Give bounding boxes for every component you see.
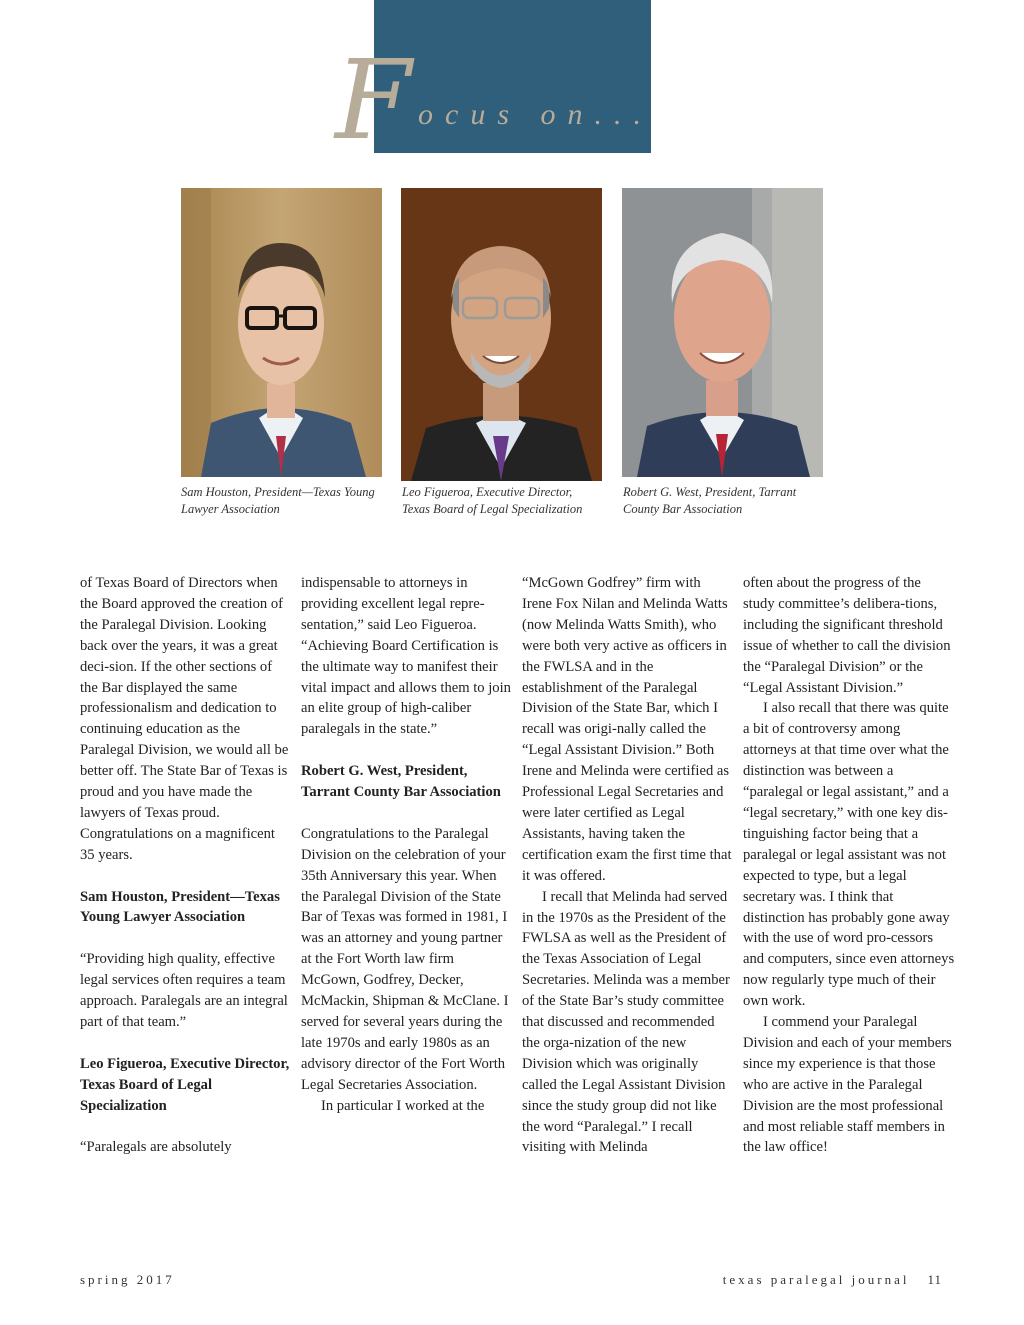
paragraph: In particular I worked at the	[321, 1097, 485, 1114]
paragraph: I recall that Melinda had served in the 1970s as the President of the FWLSA as well as the President of the Texas Association of Legal Secretaries. Melinda was a member of the State Bar’s study committee that discussed and recommended the orga-nization of the new Division which was originally called the Legal Assistant Division since the study group did not like the word “Paralegal.” I recall visiting with Melinda	[522, 888, 730, 1156]
photo-caption-leo-figueroa: Leo Figueroa, Executive Director, Texas Board of Legal Specialization	[402, 485, 583, 516]
banner-title-initial: F	[335, 36, 408, 164]
photo-caption-robert-west: Robert G. West, President, Tarrant County Bar Association	[623, 485, 797, 516]
paragraph: I also recall that there was quite a bit of controversy among attorneys at that time over what the distinction was between a “paralegal or legal assistant,” and a “legal secretary,” with one key dis-tinguishing factor being that a paralegal or legal assistant was not expected to type, but a legal secretary was. I think that distinction has probably gone away with the use of word pro-cessors and computers, since even attorneys now regularly type much of their own work.	[743, 700, 955, 1010]
article-column-2	[301, 573, 513, 1117]
footer-journal	[723, 1272, 942, 1288]
article-column-4	[743, 573, 955, 1158]
paragraph: indispensable to attorneys in providing excellent legal repre-sentation,” said Leo Figueroa. “Achieving Board Certification is the ultimate way to manifest their vital impact and allows them to join an elite group of high-caliber paralegals in the state.”	[301, 575, 511, 738]
paragraph: “Providing high quality, effective legal services often requires a team approach. Paralegals are an integral part of that team.”	[80, 951, 288, 1030]
banner-title: ocus on...	[418, 98, 653, 131]
article-column-1	[80, 573, 292, 1158]
page-number: 11	[927, 1272, 942, 1287]
photo-robert-west	[622, 188, 823, 477]
paragraph: “McGown Godfrey” firm with Irene Fox Nilan and Melinda Watts (now Melinda Watts Smith), who were both very active as officers in the FWLSA and in the establishment of the Paralegal Division of the State Bar, which I recall was origi-nally called the “Legal Assistant Division.” Both Irene and Melinda were certified as Professional Legal Secretaries and were later certified as Legal Assistants, having taken the certification exam the first time that it was offered.	[522, 575, 732, 884]
paragraph: Congratulations to the Paralegal Division on the celebration of your 35th Anniversary this year. When the Paralegal Division of the State Bar of Texas was formed in 1981, I was an attorney and young partner at the Fort Worth law firm McGown, Godfrey, Decker, McMackin, Shipman & McClane. I served for several years during the late 1970s and early 1980s as an advisory director of the Fort Worth Legal Secretaries Association.	[301, 825, 509, 1093]
section-heading-sam-houston: Sam Houston, President—Texas Young Lawyer Association	[80, 888, 280, 926]
footer-issue: spring 2017	[80, 1272, 175, 1287]
paragraph: often about the progress of the study committee’s delibera-tions, including the significant threshold issue of whether to call the division the “Paralegal Division” or the “Legal Assistant Division.”	[743, 575, 951, 696]
paragraph: of Texas Board of Directors when the Board approved the creation of the Paralegal Division. Looking back over the years, it was a great deci-sion. If the other sections of the Bar displayed the same professionalism and dedication to continuing education as the Paralegal Division, we would all be better off. The State Bar of Texas is proud and you have made the lawyers of Texas proud. Congratulations on a magnificent 35 years.	[80, 575, 289, 863]
paragraph: I commend your Paralegal Division and each of your members since my experience is that those who are active in the Paralegal Division are the most professional and most reliable staff members in the law office!	[743, 1014, 952, 1156]
photo-sam-houston	[181, 188, 382, 477]
section-heading-leo-figueroa: Leo Figueroa, Executive Director, Texas Board of Legal Specialization	[80, 1055, 290, 1114]
section-heading-robert-west: Robert G. West, President, Tarrant County Bar Association	[301, 763, 501, 801]
paragraph: “Paralegals are absolutely	[80, 1139, 232, 1156]
photo-leo-figueroa	[401, 188, 602, 481]
article-column-3	[522, 573, 734, 1158]
photo-caption-sam-houston: Sam Houston, President—Texas Young Lawyer Association	[181, 485, 375, 516]
footer-journal-title: texas paralegal journal	[722, 1272, 910, 1287]
